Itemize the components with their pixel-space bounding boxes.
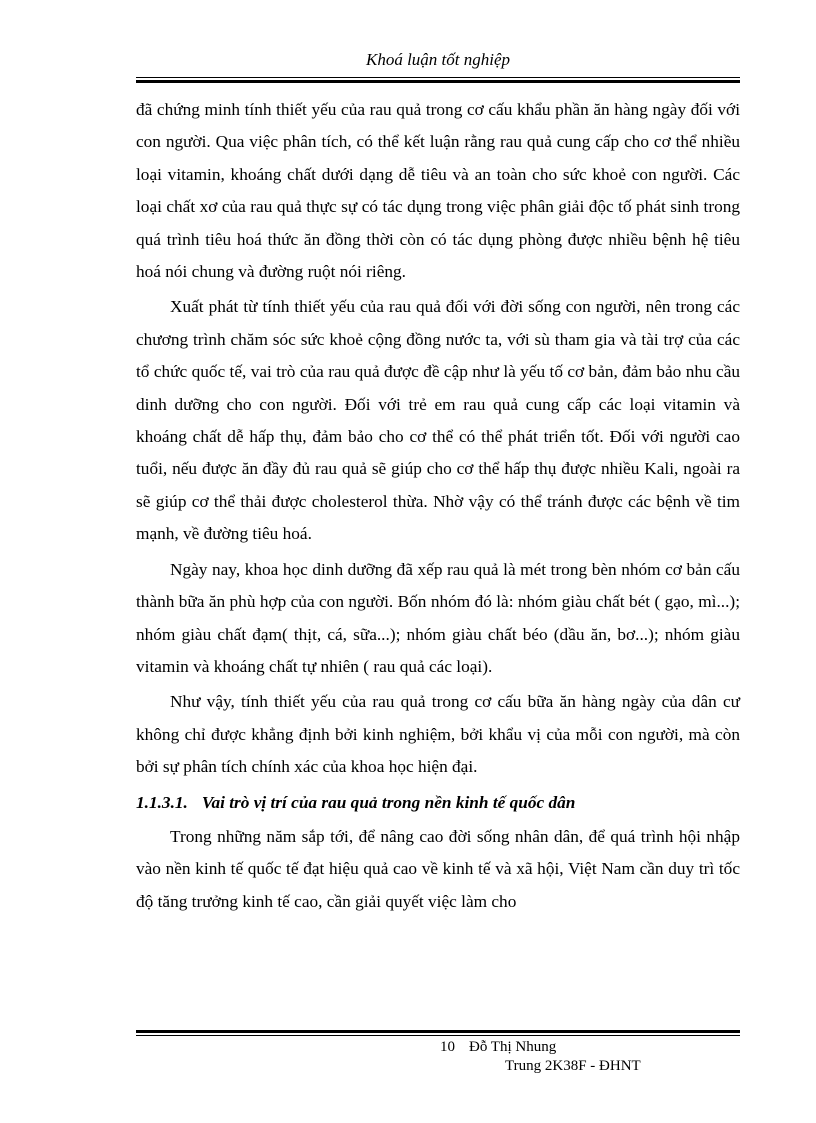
page-body [136,94,740,921]
page-number: 10 [440,1039,455,1055]
paragraph-3: Ngày nay, khoa học dinh dưỡng đã xếp rau quả là mét trong bèn nhóm cơ bản cấu thành bữa ăn phù hợp của con người. Bốn nhóm đó là: nhóm giàu chất bét ( gạo, mì...); nhóm giàu chất đạm( thịt, cá, sữa...); nhóm giàu chất béo (dầu ăn, bơ...); nhóm giàu vitamin và khoáng chất tự nhiên ( rau quả các loại). [136,559,740,676]
paragraph-5: Trong những năm sắp tới, để nâng cao đời sống nhân dân, để quá trình hội nhập vào nền kinh tế quốc tế đạt hiệu quả cao về kinh tế và xã hội, Việt Nam cần duy trì tốc độ tăng trưởng kinh tế cao, cần giải quyết việc làm cho [136,826,740,911]
paragraph-2: Xuất phát từ tính thiết yếu của rau quả đối với đời sống con người, nên trong các chương trình chăm sóc sức khoẻ cộng đồng nước ta, với sù tham gia và tài trợ của các tổ chức quốc tế, vai trò của rau quả được đề cập như là yếu tố cơ bản, đảm bảo nhu cầu dinh dưỡng cho con người. Đối với trẻ em rau quả cung cấp các loại vitamin và khoáng chất dễ hấp thụ, đảm bảo cho cơ thể có thể phát triển tốt. Đối với người cao tuổi, nếu được ăn đầy đủ rau quả sẽ giúp cho cơ thể hấp thụ được nhiều Kali, ngoài ra sẽ giúp cơ thể thải được cholesterol thừa. Nhờ vậy có thể tránh được các bệnh về tim mạnh, về đường tiêu hoá. [136,297,740,544]
section-heading [136,787,740,819]
footer-rule-thick [136,1030,740,1033]
header-rule-thin [136,77,740,78]
header-title: Khoá luận tốt nghiệp [365,50,511,69]
footer-line-1 [440,1039,556,1056]
paragraph-1: đã chứng minh tính thiết yếu của rau quả trong cơ cấu khẩu phần ăn hàng ngày đối với con người. Qua việc phân tích, có thể kết luận rằng rau quả cung cấp cho cơ thể nhiều loại vitamin, khoáng chất dưới dạng dễ tiêu và an toàn cho sức khoẻ con người. Các loại chất xơ của rau quả thực sự có tác dụng trong việc phân giải độc tố phát sinh trong quá trình tiêu hoá thức ăn đồng thời còn có tác dụng phòng được nhiều bệnh hệ tiêu hoá nói chung và đường ruột nói riêng. [136,100,740,282]
footer-rule-thin [136,1035,740,1036]
paragraph-4: Như vậy, tính thiết yếu của rau quả trong cơ cấu bữa ăn hàng ngày của dân cư không chỉ được khẳng định bởi kinh nghiệm, bởi khẩu vị của mỗi con người, mà còn bởi sự phân tích chính xác của khoa học hiện đại. [136,692,740,777]
header-rule-thick [136,80,740,83]
footer-class-info: Trung 2K38F - ĐHNT [505,1058,641,1074]
section-number: 1.1.3.1. [136,792,188,812]
footer-author: Đỗ Thị Nhung [469,1039,557,1055]
section-title: Vai trò vị trí của rau quả trong nền kinh tế quốc dân [201,792,576,812]
